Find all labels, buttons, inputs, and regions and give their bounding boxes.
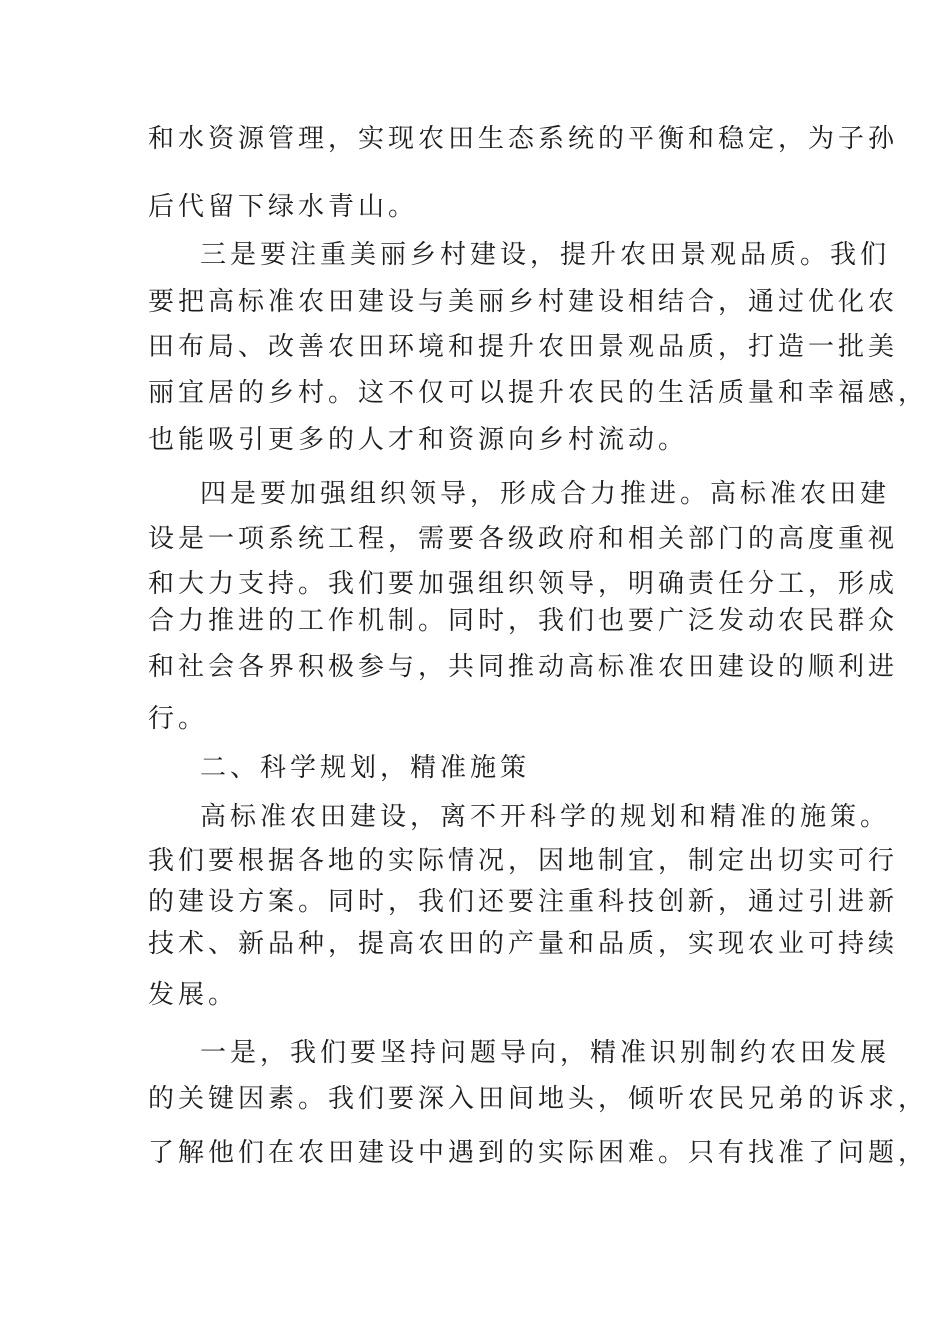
text-line: 也能吸引更多的人才和资源向乡村流动。	[148, 425, 689, 455]
text-line: 要把高标准农田建设与美丽乡村建设相结合，通过优化农	[148, 287, 899, 317]
text-line: 田布局、改善农田环境和提升农田景观品质，打造一批美	[148, 332, 899, 362]
text-line: 后代留下绿水青山。	[148, 192, 419, 222]
text-line: 发展。	[148, 980, 239, 1010]
paragraph-start-line: 四是要加强组织领导，形成合力推进。高标准农田建	[200, 479, 891, 509]
paragraph-start-line: 一是，我们要坚持问题导向，精准识别制约农田发展	[200, 1038, 891, 1068]
paragraph-start-line: 三是要注重美丽乡村建设，提升农田景观品质。我们	[200, 240, 891, 270]
paragraph-start-line: 高标准农田建设，离不开科学的规划和精准的施策。	[200, 802, 891, 832]
text-line: 的建设方案。同时，我们还要注重科技创新，通过引进新	[148, 887, 899, 917]
text-line: 行。	[148, 704, 209, 734]
text-line: 合力推进的工作机制。同时，我们也要广泛发动农民群众	[148, 606, 899, 636]
text-line: 丽宜居的乡村。这不仅可以提升农民的生活质量和幸福感，	[148, 378, 929, 408]
text-line: 了解他们在农田建设中遇到的实际困难。只有找准了问题，	[148, 1138, 929, 1168]
text-line: 和社会各界积极参与，共同推动高标准农田建设的顺利进	[148, 652, 899, 682]
text-line: 的关键因素。我们要深入田间地头，倾听农民兄弟的诉求，	[148, 1084, 929, 1114]
section-heading: 二、科学规划，精准施策	[200, 753, 531, 783]
text-line: 技术、新品种，提高农田的产量和品质，实现农业可持续	[148, 929, 899, 959]
text-line: 和水资源管理，实现农田生态系统的平衡和稳定，为子孙	[148, 124, 899, 154]
text-line: 和大力支持。我们要加强组织领导，明确责任分工，形成	[148, 569, 899, 599]
text-line: 我们要根据各地的实际情况，因地制宜，制定出切实可行	[148, 846, 899, 876]
text-line: 设是一项系统工程，需要各级政府和相关部门的高度重视	[148, 524, 899, 554]
